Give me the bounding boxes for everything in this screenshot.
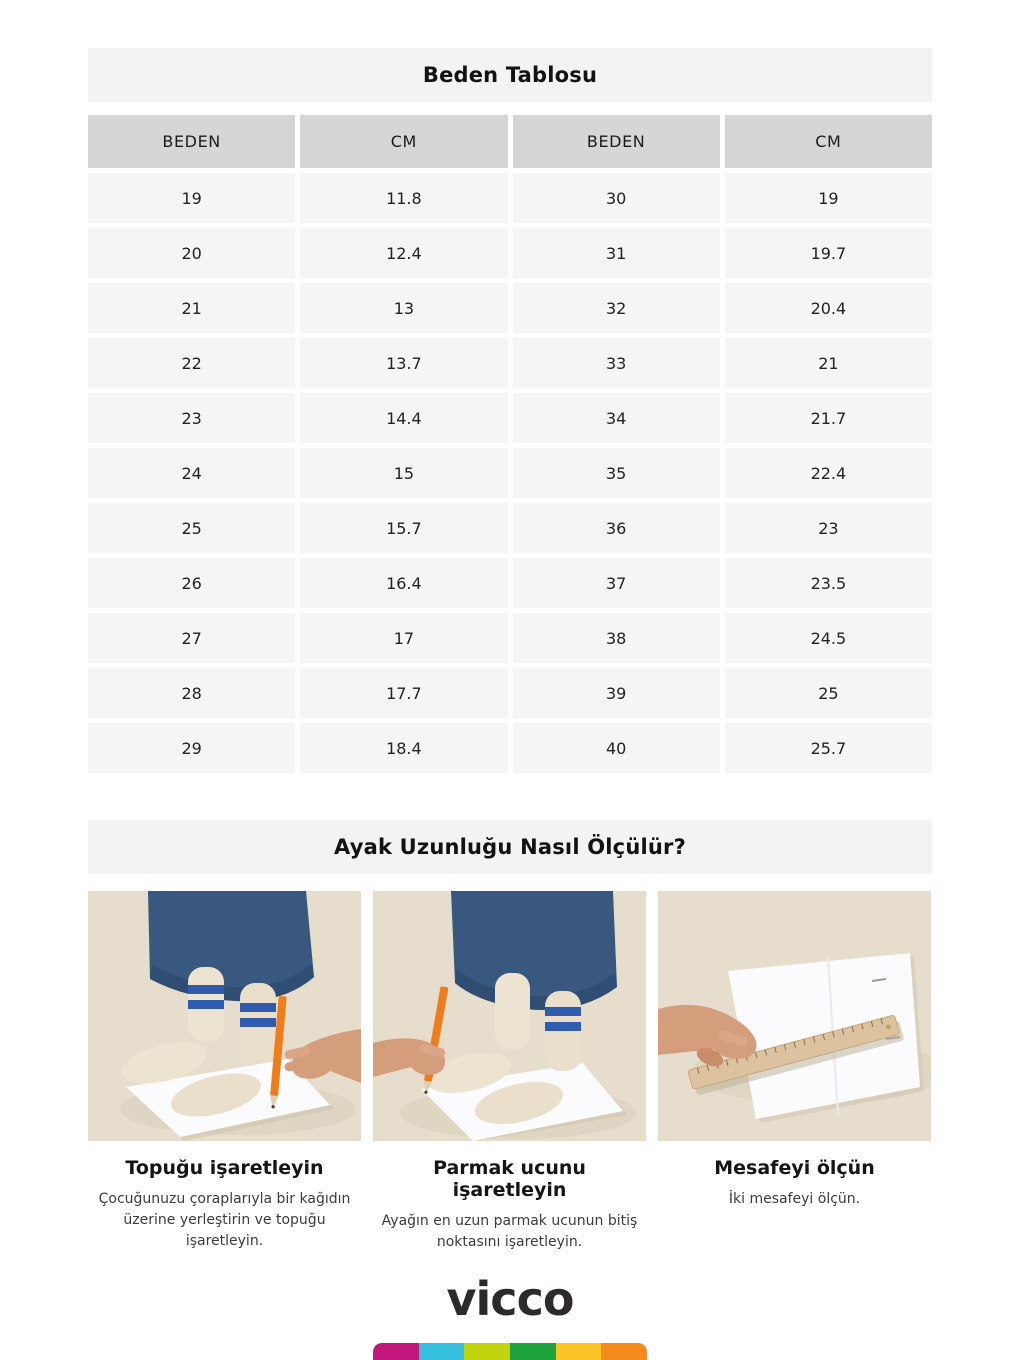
step-caption-mark-heel <box>88 1157 361 1253</box>
size-table-header-cell: BEDEN <box>88 115 295 168</box>
size-table-cell: 18.4 <box>300 723 507 773</box>
step-title: Topuğu işaretleyin <box>125 1157 324 1179</box>
size-table-cell: 29 <box>88 723 295 773</box>
size-table-cell: 28 <box>88 668 295 718</box>
size-table-cell: 38 <box>513 613 720 663</box>
stripe-segment <box>419 1343 465 1360</box>
size-table-cell: 25 <box>88 503 295 553</box>
size-table-cell: 21.7 <box>725 393 932 443</box>
size-table-cell: 15 <box>300 448 507 498</box>
step-description: Çocuğunuzu çoraplarıyla bir kağıdın üzerine yerleştirin ve topuğu işaretleyin. <box>98 1191 351 1249</box>
size-table-cell: 20.4 <box>725 283 932 333</box>
size-table-cell: 23 <box>725 503 932 553</box>
measure-step-captions <box>88 1157 932 1253</box>
size-table-header-cell: CM <box>300 115 507 168</box>
size-table-cell: 19 <box>88 173 295 223</box>
size-table-cell: 21 <box>88 283 295 333</box>
stripe-segment <box>556 1343 602 1360</box>
stripe-segment <box>373 1343 419 1360</box>
step-caption-mark-toe <box>373 1157 646 1253</box>
size-table-cell: 23 <box>88 393 295 443</box>
mark-heel-illustration <box>88 891 361 1141</box>
step-description: İki mesafeyi ölçün. <box>728 1191 861 1207</box>
size-table-cell: 36 <box>513 503 720 553</box>
size-table-cell: 39 <box>513 668 720 718</box>
step-description: Ayağın en uzun parmak ucunun bitiş noktasını işaretleyin. <box>381 1213 638 1250</box>
measure-ruler-illustration <box>658 891 931 1141</box>
size-table <box>88 115 932 773</box>
size-table-cell: 16.4 <box>300 558 507 608</box>
size-table-cell: 24 <box>88 448 295 498</box>
size-table-cell: 23.5 <box>725 558 932 608</box>
size-table-cell: 19.7 <box>725 228 932 278</box>
size-table-cell: 19 <box>725 173 932 223</box>
step-title: Mesafeyi ölçün <box>714 1157 875 1179</box>
size-table-cell: 35 <box>513 448 720 498</box>
size-table-cell: 25.7 <box>725 723 932 773</box>
step-photo-mark-heel <box>88 891 361 1141</box>
size-table-cell: 30 <box>513 173 720 223</box>
step-title: Parmak ucunu işaretleyin <box>433 1157 586 1201</box>
size-table-cell: 20 <box>88 228 295 278</box>
size-table-cell: 31 <box>513 228 720 278</box>
size-table-cell: 13.7 <box>300 338 507 388</box>
step-caption-measure <box>658 1157 931 1253</box>
size-table-cell: 40 <box>513 723 720 773</box>
size-table-cell: 14.4 <box>300 393 507 443</box>
size-table-cell: 34 <box>513 393 720 443</box>
size-table-cell: 21 <box>725 338 932 388</box>
size-table-cell: 27 <box>88 613 295 663</box>
size-table-cell: 33 <box>513 338 720 388</box>
size-table-cell: 11.8 <box>300 173 507 223</box>
size-table-cell: 17 <box>300 613 507 663</box>
brand-color-stripe <box>373 1343 647 1360</box>
size-table-cell: 32 <box>513 283 720 333</box>
measure-section-title-bar <box>88 820 932 874</box>
size-table-header-cell: CM <box>725 115 932 168</box>
stripe-segment <box>510 1343 556 1360</box>
size-table-cell: 24.5 <box>725 613 932 663</box>
size-chart-title-bar <box>88 48 932 102</box>
size-table-cell: 13 <box>300 283 507 333</box>
step-photo-measure-ruler <box>658 891 931 1141</box>
size-table-cell: 15.7 <box>300 503 507 553</box>
measure-step-photos <box>88 891 932 1141</box>
size-table-cell: 22 <box>88 338 295 388</box>
mark-toe-illustration <box>373 891 646 1141</box>
stripe-segment <box>464 1343 510 1360</box>
brand-footer <box>0 1272 1020 1326</box>
size-table-cell: 25 <box>725 668 932 718</box>
vicco-logo: vicco <box>446 1272 574 1326</box>
size-table-cell: 12.4 <box>300 228 507 278</box>
stripe-segment <box>601 1343 647 1360</box>
size-table-header-cell: BEDEN <box>513 115 720 168</box>
measure-section-title: Ayak Uzunluğu Nasıl Ölçülür? <box>334 835 686 859</box>
size-chart-title: Beden Tablosu <box>422 63 598 87</box>
step-photo-mark-toe <box>373 891 646 1141</box>
size-table-cell: 37 <box>513 558 720 608</box>
size-table-cell: 26 <box>88 558 295 608</box>
size-table-cell: 17.7 <box>300 668 507 718</box>
size-table-cell: 22.4 <box>725 448 932 498</box>
